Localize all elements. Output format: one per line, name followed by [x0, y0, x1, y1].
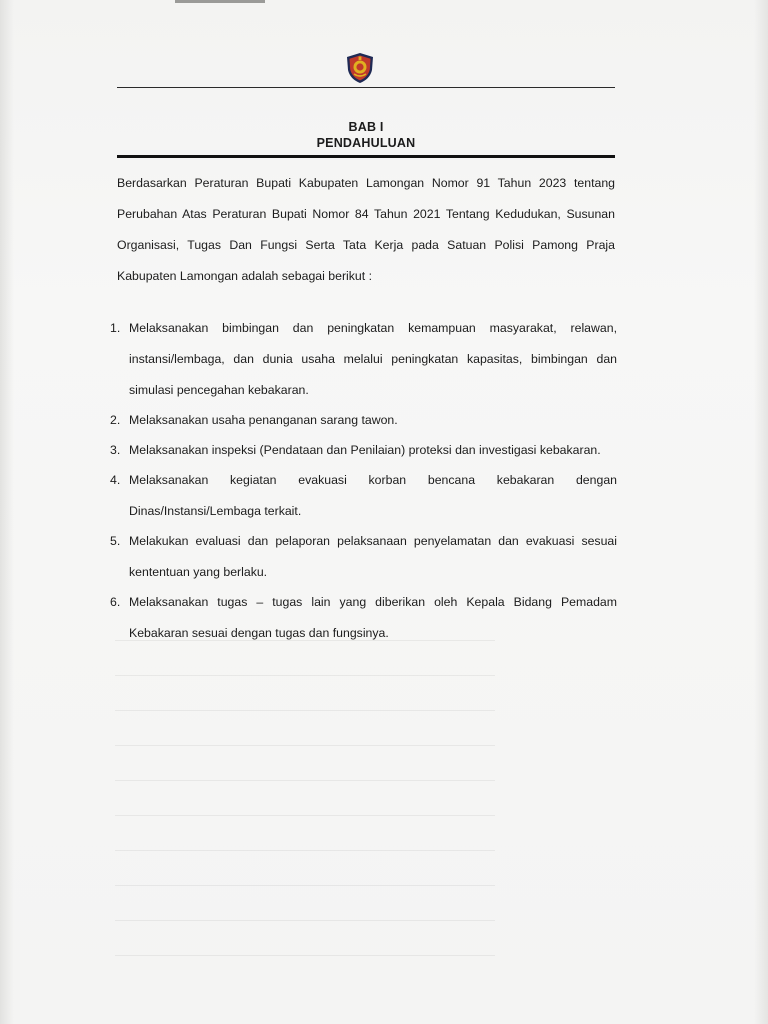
- list-item: [107, 526, 617, 588]
- duties-list: [107, 313, 617, 648]
- list-item-number: 3.: [110, 443, 121, 457]
- list-item-text: Melaksanakan bimbingan dan peningkatan kemampuan masyarakat, relawan, instansi/lembaga, dan dunia usaha melalui peningkatan kapasitas, bimbingan dan simulasi pencegahan kebakaran.: [129, 321, 617, 397]
- list-item-number: 6.: [110, 595, 121, 609]
- chapter-title: [117, 119, 615, 151]
- bleed-through-shadow: [115, 640, 495, 980]
- title-divider: [117, 155, 615, 158]
- list-item-number: 5.: [110, 534, 121, 548]
- list-item-number: 1.: [110, 321, 121, 335]
- list-item: [107, 435, 617, 466]
- list-item-text: Melakukan evaluasi dan pelaporan pelaksanaan penyelamatan dan evakuasi sesuai kententuan yang berlaku.: [129, 534, 617, 579]
- list-item: [107, 313, 617, 406]
- intro-paragraph: Berdasarkan Peraturan Bupati Kabupaten Lamongan Nomor 91 Tahun 2023 tentang Perubahan Atas Peraturan Bupati Nomor 84 Tahun 2021 Tentang Kedudukan, Susunan Organisasi, Tugas Dan Fungsi Serta Tata Kerja pada Satuan Polisi Pamong Praja Kabupaten Lamongan adalah sebagai berikut :: [117, 176, 615, 283]
- list-item-text: Melaksanakan inspeksi (Pendataan dan Penilaian) proteksi dan investigasi kebakaran.: [129, 443, 601, 457]
- scan-edge-mark: [175, 0, 265, 3]
- chapter-heading: PENDAHULUAN: [316, 136, 416, 150]
- list-item-number: 2.: [110, 413, 121, 427]
- regency-crest-icon: [345, 52, 375, 84]
- list-item-text: Melaksanakan usaha penanganan sarang tawon.: [129, 413, 398, 427]
- list-item-text: Melaksanakan tugas – tugas lain yang diberikan oleh Kepala Bidang Pemadam Kebakaran sesuai dengan tugas dan fungsinya.: [129, 595, 617, 640]
- header-divider: [117, 87, 615, 88]
- chapter-number: BAB I: [348, 120, 384, 134]
- list-item: [107, 465, 617, 527]
- list-item-number: 4.: [110, 473, 121, 487]
- list-item-text: Melaksanakan kegiatan evakuasi korban bencana kebakaran dengan Dinas/Instansi/Lembaga terkait.: [129, 473, 617, 518]
- list-item: [107, 405, 617, 436]
